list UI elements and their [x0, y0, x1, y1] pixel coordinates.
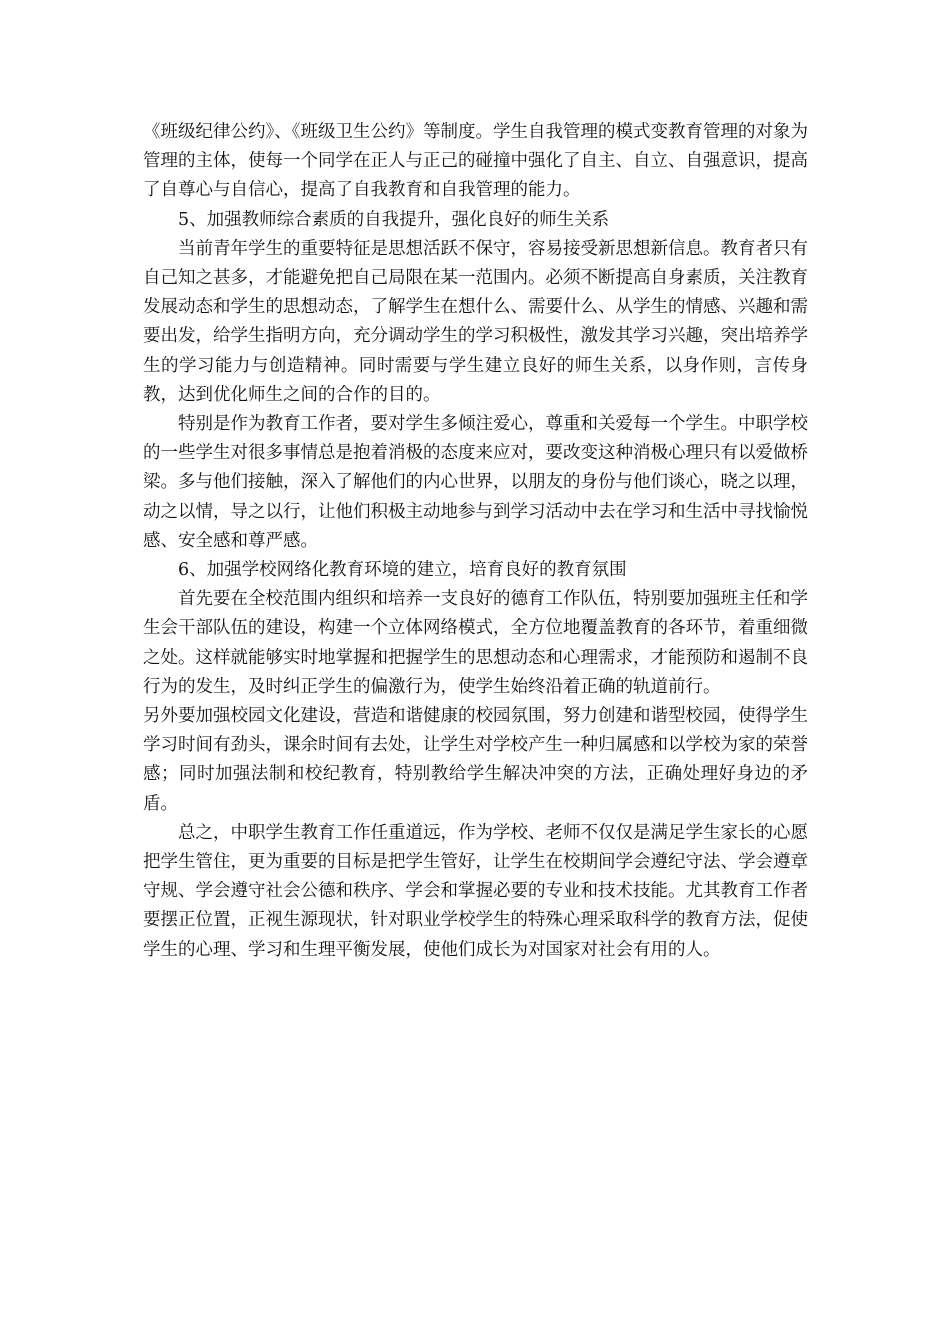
section-heading-5: 5、加强教师综合素质的自我提升，强化良好的师生关系: [178, 209, 610, 230]
paragraph-class-rules: 《班级纪律公约》、《班级卫生公约》等制度。学生自我管理的模式变教育管理的对象为管理的主体，使每一个同学在正人与正己的碰撞中强化了自主、自立、自强意识，提高了自尊心与自信心，提高了自我教育和自我管理的能力。: [143, 122, 808, 201]
paragraph-care-students: 特别是作为教育工作者，要对学生多倾注爱心，尊重和关爱每一个学生。中职学校的一些学生对很多事情总是抱着消极的态度来应对，要改变这种消极心理只有以爱做桥梁。多与他们接触，深入了解他们的内心世界，以朋友的身份与他们谈心，晓之以理，动之以情，导之以行，让他们积极主动地参与到学习活动中去在学习和生活中寻找愉悦感、安全感和尊严感。: [143, 414, 808, 551]
section-heading-6: 6、加强学校网络化教育环境的建立，培育良好的教育氛围: [178, 560, 627, 581]
paragraph-conclusion: 总之，中职学生教育工作任重道远，作为学校、老师不仅仅是满足学生家长的心愿把学生管住，更为重要的目标是把学生管好，让学生在校期间学会遵纪守法、学会遵章守规、学会遵守社会公德和秩序、学会和掌握必要的专业和技术技能。尤其教育工作者要摆正位置，正视生源现状，针对职业学校学生的特殊心理采取科学的教育方法，促使学生的心理、学习和生理平衡发展，使他们成长为对国家对社会有用的人。: [143, 822, 808, 960]
paragraph-teacher-quality: 当前青年学生的重要特征是思想活跃不保守，容易接受新思想新信息。教育者只有自己知之甚多，才能避免把自己局限在某一范围内。必须不断提高自身素质，关注教育发展动态和学生的思想动态，了解学生在想什么、需要什么、从学生的情感、兴趣和需要出发，给学生指明方向，充分调动学生的学习积极性，激发其学习兴趣，突出培养学生的学习能力与创造精神。同时需要与学生建立良好的师生关系，以身作则，言传身教，达到优化师生之间的合作的目的。: [143, 238, 808, 405]
document-body: [143, 118, 808, 965]
paragraph-moral-team: 首先要在全校范围内组织和培养一支良好的德育工作队伍，特别要加强班主任和学生会干部队伍的建设，构建一个立体网络模式，全方位地覆盖教育的各环节，着重细微之处。这样就能够实时地掌握和把握学生的思想动态和心理需求，才能预防和遏制不良行为的发生，及时纠正学生的偏激行为，使学生始终沿着正确的轨道前行。: [143, 589, 808, 697]
paragraph-campus-culture: 另外要加强校园文化建设，营造和谐健康的校园氛围，努力创建和谐型校园，使得学生学习时间有劲头，课余时间有去处，让学生对学校产生一种归属感和以学校为家的荣誉感；同时加强法制和校纪教育，特别教给学生解决冲突的方法，正确处理好身边的矛盾。: [143, 706, 808, 814]
